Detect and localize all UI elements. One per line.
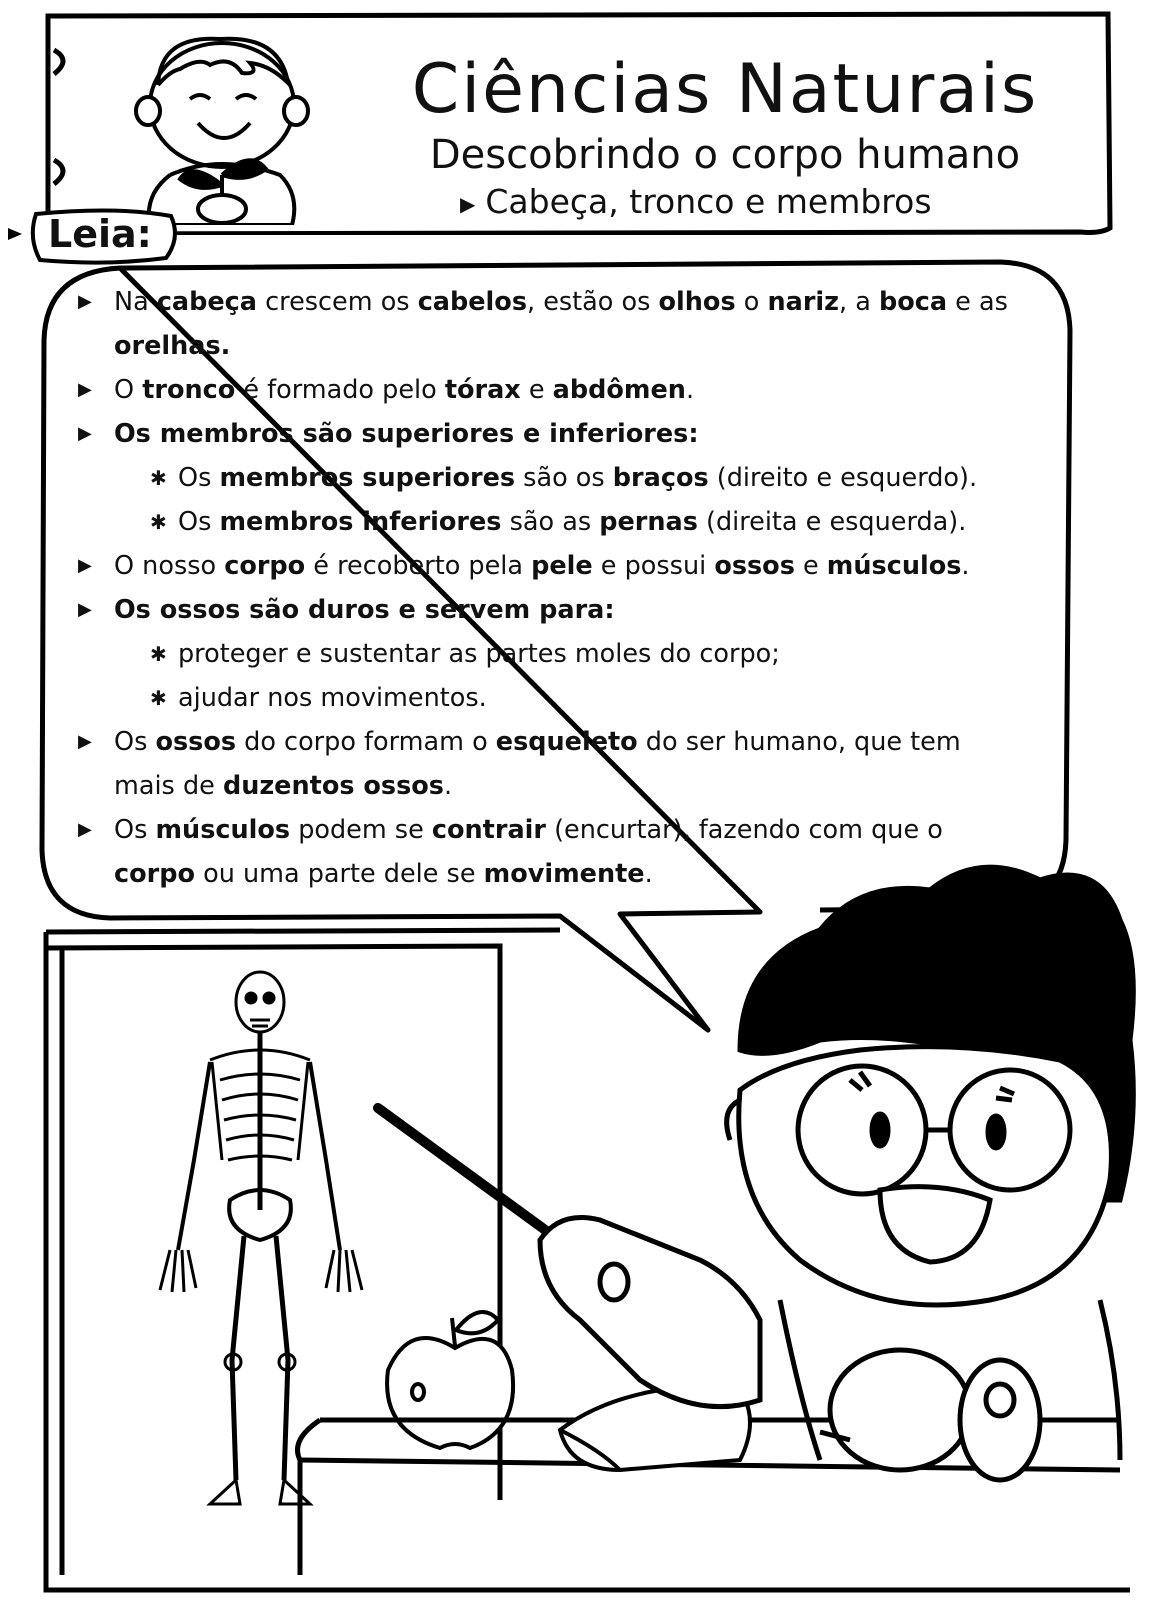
bullet-bones: ▶ Os ossos são duros e servem para:	[78, 588, 1038, 632]
sub-item-protect: ✱ proteger e sustentar as partes moles do corpo;	[78, 632, 1038, 676]
topic-text: Cabeça, tronco e membros	[485, 182, 932, 221]
bullet-muscles-cont: corpo ou uma parte dele se movimente.	[114, 859, 653, 889]
sub-item-movement: ✱ ajudar nos movimentos.	[78, 676, 1038, 720]
bullet-head-cont: orelhas.	[114, 331, 231, 361]
asterisk-bullet-icon: ✱	[150, 642, 167, 666]
bullet-body: ▶ O nosso corpo é recoberto pela pele e possui ossos e músculos.	[78, 544, 1038, 588]
triangle-bullet-icon: ▶	[78, 291, 92, 312]
bullet-limbs: ▶ Os membros são superiores e inferiores:	[78, 412, 1038, 456]
triangle-bullet-icon: ▶	[78, 819, 92, 840]
triangle-bullet-icon: ▶	[460, 191, 476, 216]
bullet-muscles: ▶ Os músculos podem se contrair (encurtar), fazendo com que o	[78, 808, 1038, 852]
triangle-bullet-icon: ▶	[78, 423, 92, 444]
sub-item-lower-limbs: ✱ Os membros inferiores são as pernas (direita e esquerda).	[78, 500, 1038, 544]
sub-item-upper-limbs: ✱ Os membros superiores são os braços (direito e esquerdo).	[78, 456, 1038, 500]
bullet-trunk: ▶ O tronco é formado pelo tórax e abdômen.	[78, 368, 1038, 412]
triangle-bullet-icon: ▶	[78, 599, 92, 620]
triangle-bullet-icon: ▶	[78, 379, 92, 400]
triangle-bullet-icon: ▶	[78, 555, 92, 576]
asterisk-bullet-icon: ✱	[150, 466, 167, 490]
pointer-stick	[378, 1108, 548, 1232]
girl-character	[540, 867, 1133, 1480]
asterisk-bullet-icon: ✱	[150, 686, 167, 710]
skeleton-icon	[160, 972, 362, 1504]
triangle-bullet-icon: ▶	[78, 731, 92, 752]
bullet-skeleton: ▶ Os ossos do corpo formam o esqueleto do ser humano, que tem	[78, 720, 1038, 764]
bullet-head: ▶ Na cabeça crescem os cabelos, estão os olhos o nariz, a boca e as	[78, 280, 1038, 324]
page-subtitle: Descobrindo o corpo humano	[429, 132, 1021, 178]
read-label: Leia:	[48, 212, 152, 256]
page-title: Ciências Naturais	[411, 50, 1039, 129]
asterisk-bullet-icon: ✱	[150, 510, 167, 534]
bullet-skeleton-cont: mais de duzentos ossos.	[114, 771, 453, 801]
apple-icon	[387, 1312, 513, 1448]
